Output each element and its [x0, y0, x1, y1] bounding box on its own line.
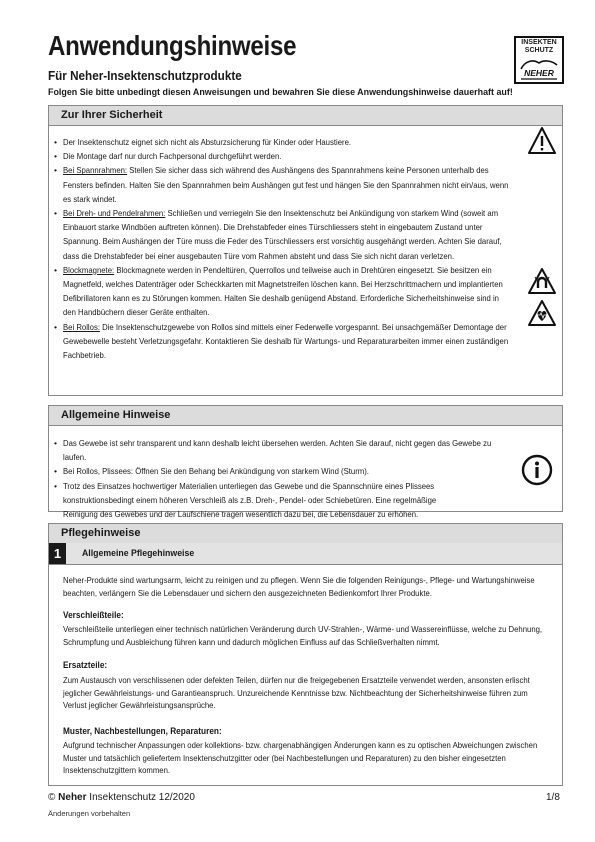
- copyright-symbol: ©: [48, 792, 56, 803]
- care-intro: Neher-Produkte sind wartungsarm, leicht zu reinigen und zu pflegen. Wenn Sie die folgenden Reinigungs-, Pflege- und Wartungshinweise beachten, verlängern Sie die Lebensdauer und sichern den ausgezeichneten Bedienkomfort Ihrer Produkte.: [63, 575, 535, 598]
- magnet-warning-icon: [527, 267, 557, 295]
- list-item: • Bei Spannrahmen: Stellen Sie sicher dass sich während des Aushängens des Spannrahmens keine Personen unterhalb des Fensters befinden. Halten Sie den Spannrahmen beim Aushängen gut fest und hängen Sie den Spannrahmen nicht ein/aus, wenn es stark windet.: [49, 163, 562, 206]
- logo-line-2: SCHUTZ: [524, 47, 554, 54]
- list-item-lead: Blockmagnete:: [63, 264, 115, 275]
- general-section: [48, 405, 563, 520]
- logo-brand-mark: [519, 57, 559, 81]
- list-item-lead: Bei Rollos:: [63, 321, 100, 332]
- footer-brand-name: Neher: [58, 792, 87, 803]
- pacemaker-warning-icon: [527, 299, 557, 327]
- list-item: • Der Insektenschutz eignet sich nicht als Absturzsicherung für Kinder oder Haustiere.: [49, 135, 562, 149]
- footer-brand: [48, 792, 195, 803]
- samples-heading: Muster, Nachbestellungen, Reparaturen:: [63, 726, 222, 736]
- list-item: • Blockmagnete: Blockmagnete werden in Pendeltüren, Querrollos und teilweise auch in Drehtüren eingesetzt. Sie besitzen ein Magnetfeld, welches Datenträger oder Scheckkarten mit Magnetstreifen löschen kann. Bei Herzschrittmachern und implantierten Defibrillatoren kann es zu Störungen kommen. Halten Sie deshalb genügend Abstand. Erforderliche Sicherheitshinweise sind in den Handbüchern dieser Geräte enthalten.: [49, 263, 562, 320]
- safety-section: [48, 105, 563, 396]
- list-item-lead: Bei Dreh- und Pendelrahmen:: [63, 208, 166, 219]
- instruction-text: Folgen Sie bitte unbedingt diesen Anweisungen und bewahren Sie diese Anwendungshinweise dauerhaft auf!: [48, 87, 513, 98]
- wear-heading: Verschleißteile:: [63, 610, 124, 620]
- list-item: • Trotz des Einsatzes hochwertiger Materialien unterliegen das Gewebe und die Spannschnüre eines Plissees konstruktionsbedingt einem höheren Verschleiß als z.B. Dreh-, Pendel- oder Schiebetüren. Eine regelmäßige Reinigung des Gewebes und der Laufschiene tragen wesentlich dazu bei, die Lebensdauer zu erhöhen.: [49, 479, 562, 522]
- spare-heading: Ersatzteile:: [63, 660, 108, 670]
- care-subheading-bar: [49, 543, 562, 565]
- warning-icon: [527, 126, 557, 156]
- list-item: • Bei Rollos: Die Insektenschutzgewebe von Rollos sind mittels einer Federwelle vorgespannt. Bei unsachgemäßer Demontage der Gewebewelle besteht Verletzungsgefahr. Kontaktieren Sie deshalb für Wartungs- und Reparaturarbeiten immer einen zuständigen Fachbetrieb.: [49, 320, 562, 363]
- logo-line-1: INSEKTEN: [521, 39, 557, 46]
- care-subheading: Allgemeine Pflegehinweise: [82, 548, 195, 559]
- general-heading: Allgemeine Hinweise: [49, 406, 562, 426]
- footer-note: Änderungen vorbehalten: [48, 809, 131, 818]
- samples-text: Aufgrund technischer Anpassungen oder kollektions- bzw. chargenabhängigen Änderungen kann es zu optischen Abweichungen zwischen Muster und tatsächlich geliefertem Insektenschutzgitter oder (bei Nachbestellungen und Reparaturen) zu den bisher eingesetzten Insektenschutzgittern kommen.: [63, 740, 538, 776]
- page-number: 1/8: [546, 792, 560, 803]
- list-item: • Das Gewebe ist sehr transparent und kann deshalb leicht übersehen werden. Achten Sie darauf, nicht gegen das Gewebe zu laufen.: [49, 436, 562, 464]
- list-item: • Die Montage darf nur durch Fachpersonal durchgeführt werden.: [49, 149, 562, 163]
- care-heading: Pflegehinweise: [49, 524, 562, 544]
- care-section: [48, 523, 563, 786]
- logo-brand: NEHER: [524, 68, 554, 78]
- step-number: 1: [49, 543, 66, 564]
- footer-doc: Insektenschutz 12/2020: [89, 792, 195, 803]
- neher-logo: [514, 36, 564, 84]
- safety-heading: Zur Ihrer Sicherheit: [49, 106, 562, 126]
- info-icon: [521, 454, 553, 486]
- wear-text: Verschleißteile unterliegen einer technisch natürlichen Veränderung durch UV-Strahlen-, Wärme- und Wassereinflüsse, welche zu Dehnung, Schrumpfung und Ausbleichung führen kann und dadurch möglichen Einfluss auf das Schließverhalten nimmt.: [63, 624, 543, 647]
- page-title: Anwendungshinweise: [48, 30, 297, 61]
- list-item: • Bei Dreh- und Pendelrahmen: Schließen und verriegeln Sie den Insektenschutz bei Ankündigung von starkem Wind (soweit am Einbauort starke Windböen auftreten können). Die Drehstabfeder eines Türschliessers steht in eingebautem Zustand unter Spannung. Beim Aushängen der Türe muss die Feder des Türschliessers erst vorsichtig ausgehängt werden. Achten Sie darauf, dass die Drehstabfeder bei einer ausgebauten Türe vom Rahmen absteht und dass Sie sich nicht daran verletzen.: [49, 206, 562, 263]
- spare-text: Zum Austausch von verschlissenen oder defekten Teilen, dürfen nur die freigegebenen Ersatzteile verwendet werden, ansonsten erlischt jeglicher Gewährleistungs- und Garantieanspruch. Unzureichende Kenntnisse bzw. Nichtbeachtung der Sicherheitshinweise führen zum Verlust jeglicher Gewährleistungsansprüche.: [63, 675, 530, 711]
- list-item-lead: Bei Spannrahmen:: [63, 165, 128, 176]
- list-item: • Bei Rollos, Plissees: Öffnen Sie den Behang bei Ankündigung von starkem Wind (Sturm).: [49, 464, 562, 478]
- page-subtitle: Für Neher-Insektenschutzprodukte: [48, 68, 242, 83]
